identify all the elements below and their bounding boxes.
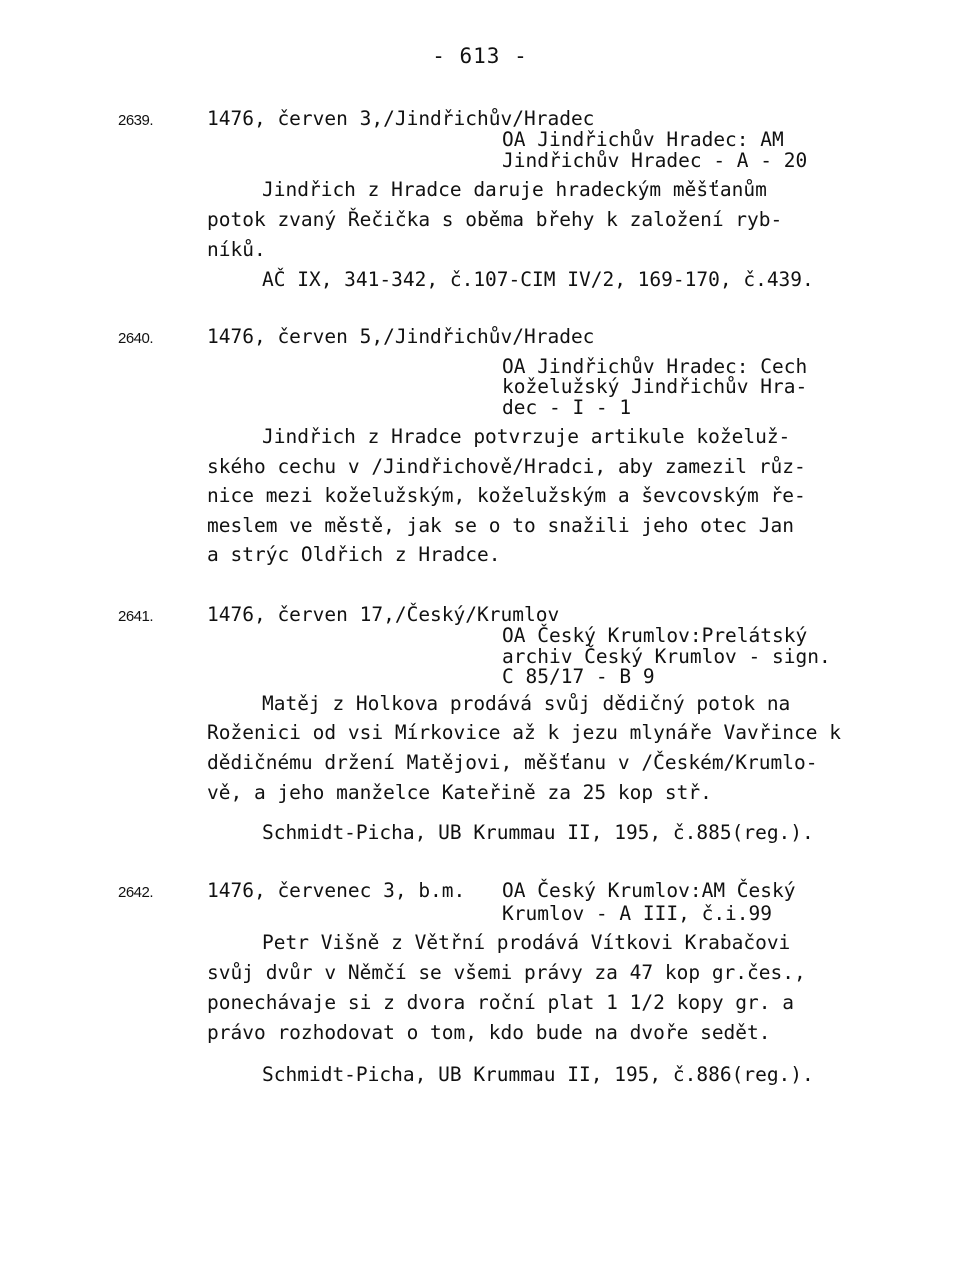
entry-header: 1476, červen 5,/Jindřichův/Hradec [207, 325, 595, 348]
regest-line: Jindřich z Hradce daruje hradeckým měšťanům [262, 178, 767, 201]
citation: Schmidt-Picha, UB Krummau II, 195, č.886(reg.). [262, 1063, 814, 1086]
regest-line: vě, a jeho manželce Kateřině za 25 kop stř. [207, 781, 712, 804]
citation: Schmidt-Picha, UB Krummau II, 195, č.885(reg.). [262, 821, 814, 844]
regest-line: Roženici od vsi Mírkovice až k jezu mlynáře Vavřince k [207, 721, 841, 744]
citation: AČ IX, 341-342, č.107-CIM IV/2, 169-170, č.439. [262, 268, 814, 291]
entry-header: 1476, červenec 3, b.m. [207, 879, 466, 902]
archive-line: archiv Český Krumlov - sign. [502, 645, 831, 668]
regest-line: Jindřich z Hradce potvrzuje artikule koželuž- [262, 425, 791, 448]
entry-header: 1476, červen 17,/Český/Krumlov [207, 603, 560, 626]
regest-line: nice mezi koželužským, koželužským a ševcovským ře- [207, 484, 806, 507]
regest-line: Petr Višně z Větřní prodává Vítkovi Krabačovi [262, 931, 791, 954]
entry-number: 2642. [118, 884, 154, 901]
regest-line: dědičnému držení Matějovi, měšťanu v /Českém/Krumlo- [207, 751, 818, 774]
entry-number: 2640. [118, 330, 154, 347]
regest-line: níků. [207, 238, 266, 261]
regest-line: právo rozhodovat o tom, kdo bude na dvoře sedět. [207, 1021, 771, 1044]
archive-line: OA Jindřichův Hradec: Cech [502, 355, 808, 378]
entry-header: 1476, červen 3,/Jindřichův/Hradec [207, 107, 595, 130]
archive-line: C 85/17 - B 9 [502, 665, 655, 688]
entry-number: 2641. [118, 608, 154, 625]
regest-line: meslem ve městě, jak se o to snažili jeho otec Jan [207, 514, 794, 537]
archive-line: OA Jindřichův Hradec: AM [502, 128, 784, 151]
entry-number: 2639. [118, 112, 154, 129]
regest-line: ského cechu v /Jindřichově/Hradci, aby zamezil růz- [207, 455, 806, 478]
regest-line: svůj dvůr v Němčí se všemi právy za 47 kop gr.čes., [207, 961, 806, 984]
page-number: - 613 - [432, 44, 528, 68]
regest-line: a strýc Oldřich z Hradce. [207, 543, 501, 566]
archive-line: Jindřichův Hradec - A - 20 [502, 149, 808, 172]
archive-line: Krumlov - A III, č.i.99 [502, 902, 773, 925]
archive-line: dec - I - 1 [502, 396, 632, 419]
archive-line: OA Český Krumlov:Prelátský [502, 624, 808, 647]
regest-line: potok zvaný Řečička s oběma břehy k založení ryb- [207, 208, 783, 231]
regest-line: ponechávaje si z dvora roční plat 1 1/2 kopy gr. a [207, 991, 794, 1014]
archive-line: OA Český Krumlov:AM Český [502, 879, 796, 902]
regest-line: Matěj z Holkova prodává svůj dědičný potok na [262, 692, 791, 715]
archive-line: koželužský Jindřichův Hra- [502, 375, 808, 398]
